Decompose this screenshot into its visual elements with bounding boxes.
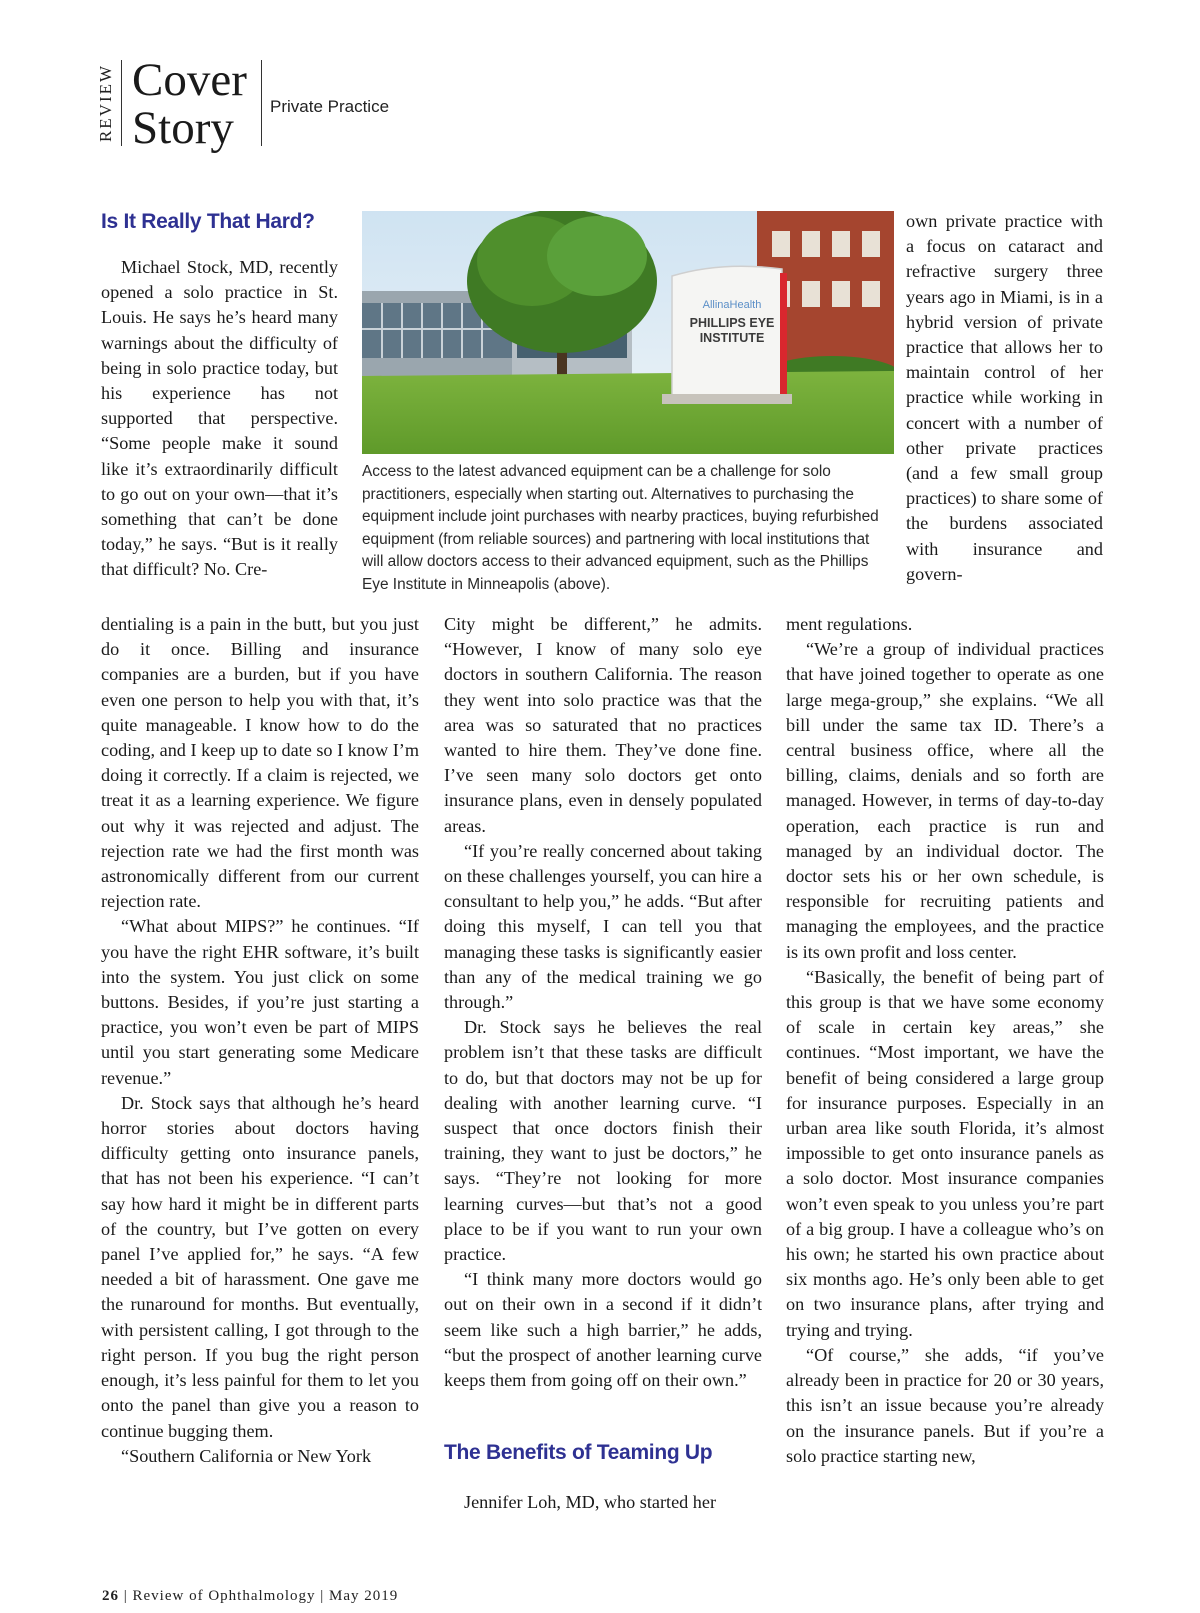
publication-name: Review of Ophthalmology (132, 1588, 316, 1604)
page-number: 26 (102, 1588, 119, 1604)
heading-benefits-of-teaming-up: The Benefits of Teaming Up (444, 1441, 713, 1464)
issue-date: May 2019 (329, 1588, 399, 1604)
header-divider-left (121, 60, 122, 146)
cover-story-title (132, 56, 262, 152)
phillips-eye-institute-photo (362, 211, 894, 454)
paragraph: “I think many more doctors would go out on their own in a second if it didn’t seem like such a high barrier,” he adds, “but the prospect of another learning curve keeps them from going off on their own.” (444, 1269, 762, 1391)
paragraph: “If you’re really concerned about taking on these challenges yourself, you can hire a consultant to help you,” he adds. “But after doing this myself, I can tell you that managing these tasks is significantly easier than any of the medical training we go through.” (444, 840, 762, 1013)
paragraph: dentialing is a pain in the butt, but you just do it once. Billing and insurance companies are a burden, but if you have even one person to help you with that, it’s quite manageable. I know how to do the coding, and I keep up to date so I know I’m doing it correctly. If a claim is rejected, we treat it as a learning experience. We figure out why it was rejected and adjust. The rejection rate we had the first month was astronomically different from our current rejection rate. (101, 614, 419, 912)
sign-line-2: INSTITUTE (699, 331, 765, 345)
review-vertical-label (96, 60, 116, 146)
page-footer (102, 1588, 398, 1605)
paragraph: own private practice with a focus on cataract and refractive surgery three years ago in Miami, is in a hybrid version of private practice that allows her to maintain control of her practice while working in concert with a number of other private practices (and a few small group practices) to share some of the burdens associated with insurance and govern- (906, 211, 1103, 584)
paragraph: “Basically, the benefit of being part of this group is that we have some economy of scale in certain key areas,” she continues. “Most important, we have the benefit of being considered a large group for insurance purposes. Especially in an urban area like south Florida, it’s almost impossible to get onto insurance panels as a solo doctor. Most insurance companies won’t even speak to you unless you’re part of a big group. I have a colleague who’s on his own; he started his own practice about six months ago. He’s only been able to get on two insurance plans, after trying and trying and trying. (786, 966, 1104, 1340)
paragraph: “We’re a group of individual practices that have joined together to operate as one large mega-group,” she explains. “We all bill under the same tax ID. There’s a central business office, where all the billing, claims, denials and so forth are managed. However, in terms of day-to-day operation, each practice is run and managed by an individual doctor. The doctor sets his or her own schedule, is responsible for recruiting patients and managing the employees, and the practice is its own profit and loss center. (786, 639, 1104, 962)
footer-separator: | (123, 1588, 133, 1604)
sign-brand: AllinaHealth (702, 299, 762, 311)
column-1-upper (101, 255, 338, 583)
paragraph: City might be different,” he admits. “However, I know of many solo eye doctors in southern California. The reason they went into solo practice was that the area was so saturated that no practices wanted to hire them. They’ve done fine. I’ve seen many solo doctors get onto insurance plans, even in densely populated areas. (444, 614, 762, 836)
paragraph: “What about MIPS?” he continues. “If you have the right EHR software, it’s built into the system. You just click on some buttons. Besides, if you’re just starting a practice, you won’t even be part of MIPS until you start generating some Medicare revenue.” (101, 916, 419, 1088)
column-3-upper (906, 209, 1103, 587)
column-1-lower (101, 612, 419, 1469)
footer-separator: | (320, 1588, 330, 1604)
sign-line-1: PHILLIPS EYE (689, 316, 775, 330)
title-line-1: Cover (132, 54, 247, 106)
paragraph: Dr. Stock says that although he’s heard horror stories about doctors having difficulty getting onto insurance panels, that has not been his experience. “I can’t say how hard it might be in different parts of the country, but I’ve gotten on every panel I’ve applied for,” he says. “A few needed a bit of harassment. One gave me the runaround for months. But eventually, with persistent calling, I got through to the right person. If you bug the right person enough, it’s less painful for them to let you onto the panel than give you a reason to continue bugging them. (101, 1092, 419, 1441)
heading-is-it-really-that-hard: Is It Really That Hard? (101, 210, 315, 233)
column-2-tail (444, 1490, 762, 1515)
section-label: Private Practice (270, 97, 390, 116)
photo-caption: Access to the latest advanced equipment can be a challenge for solo practitioners, especially when starting out. Alternatives to purchasing the equipment include joint purchases with nearby practices, buying refurbished equipment (from reliable sources) and partnering with local institutions that will allow doctors access to their advanced equipment, such as the Phillips Eye Institute in Minneapolis (above). (362, 463, 879, 593)
paragraph: Dr. Stock says he believes the real problem isn’t that these tasks are difficult to do, but that doctors may not be up for dealing with another learning curve. “I suspect that once doctors finish their training, they want to just be doctors,” he says. “They’re not looking for more learning curves—but that’s not a good place to be if you want to run your own practice. (444, 1017, 762, 1265)
paragraph: ment regulations. (786, 614, 913, 634)
column-2 (444, 612, 762, 1393)
paragraph: “Southern California or New York (121, 1445, 372, 1466)
title-line-2: Story (132, 102, 234, 154)
header-divider-right (261, 60, 262, 146)
paragraph: Jennifer Loh, MD, who started her (464, 1492, 717, 1512)
review-label-text: REVIEW (96, 63, 115, 143)
column-3-lower (786, 612, 1104, 1469)
photo-illustration (362, 211, 894, 454)
paragraph: “Of course,” she adds, “if you’ve already been in practice for 20 or 30 years, this isn’t an issue because you’re already on the insurance panels. But if you’re a solo practice starting new, (786, 1344, 1104, 1466)
paragraph: Michael Stock, MD, recently opened a solo practice in St. Louis. He says he’s heard many warnings about the difficulty of being in solo practice today, but his experience has not supported that perspective. “Some people make it sound like it’s extraordinarily difficult to go out on your own—that it’s something that can’t be done today,” he says. “But is it really that difficult? No. Cre- (101, 257, 338, 580)
